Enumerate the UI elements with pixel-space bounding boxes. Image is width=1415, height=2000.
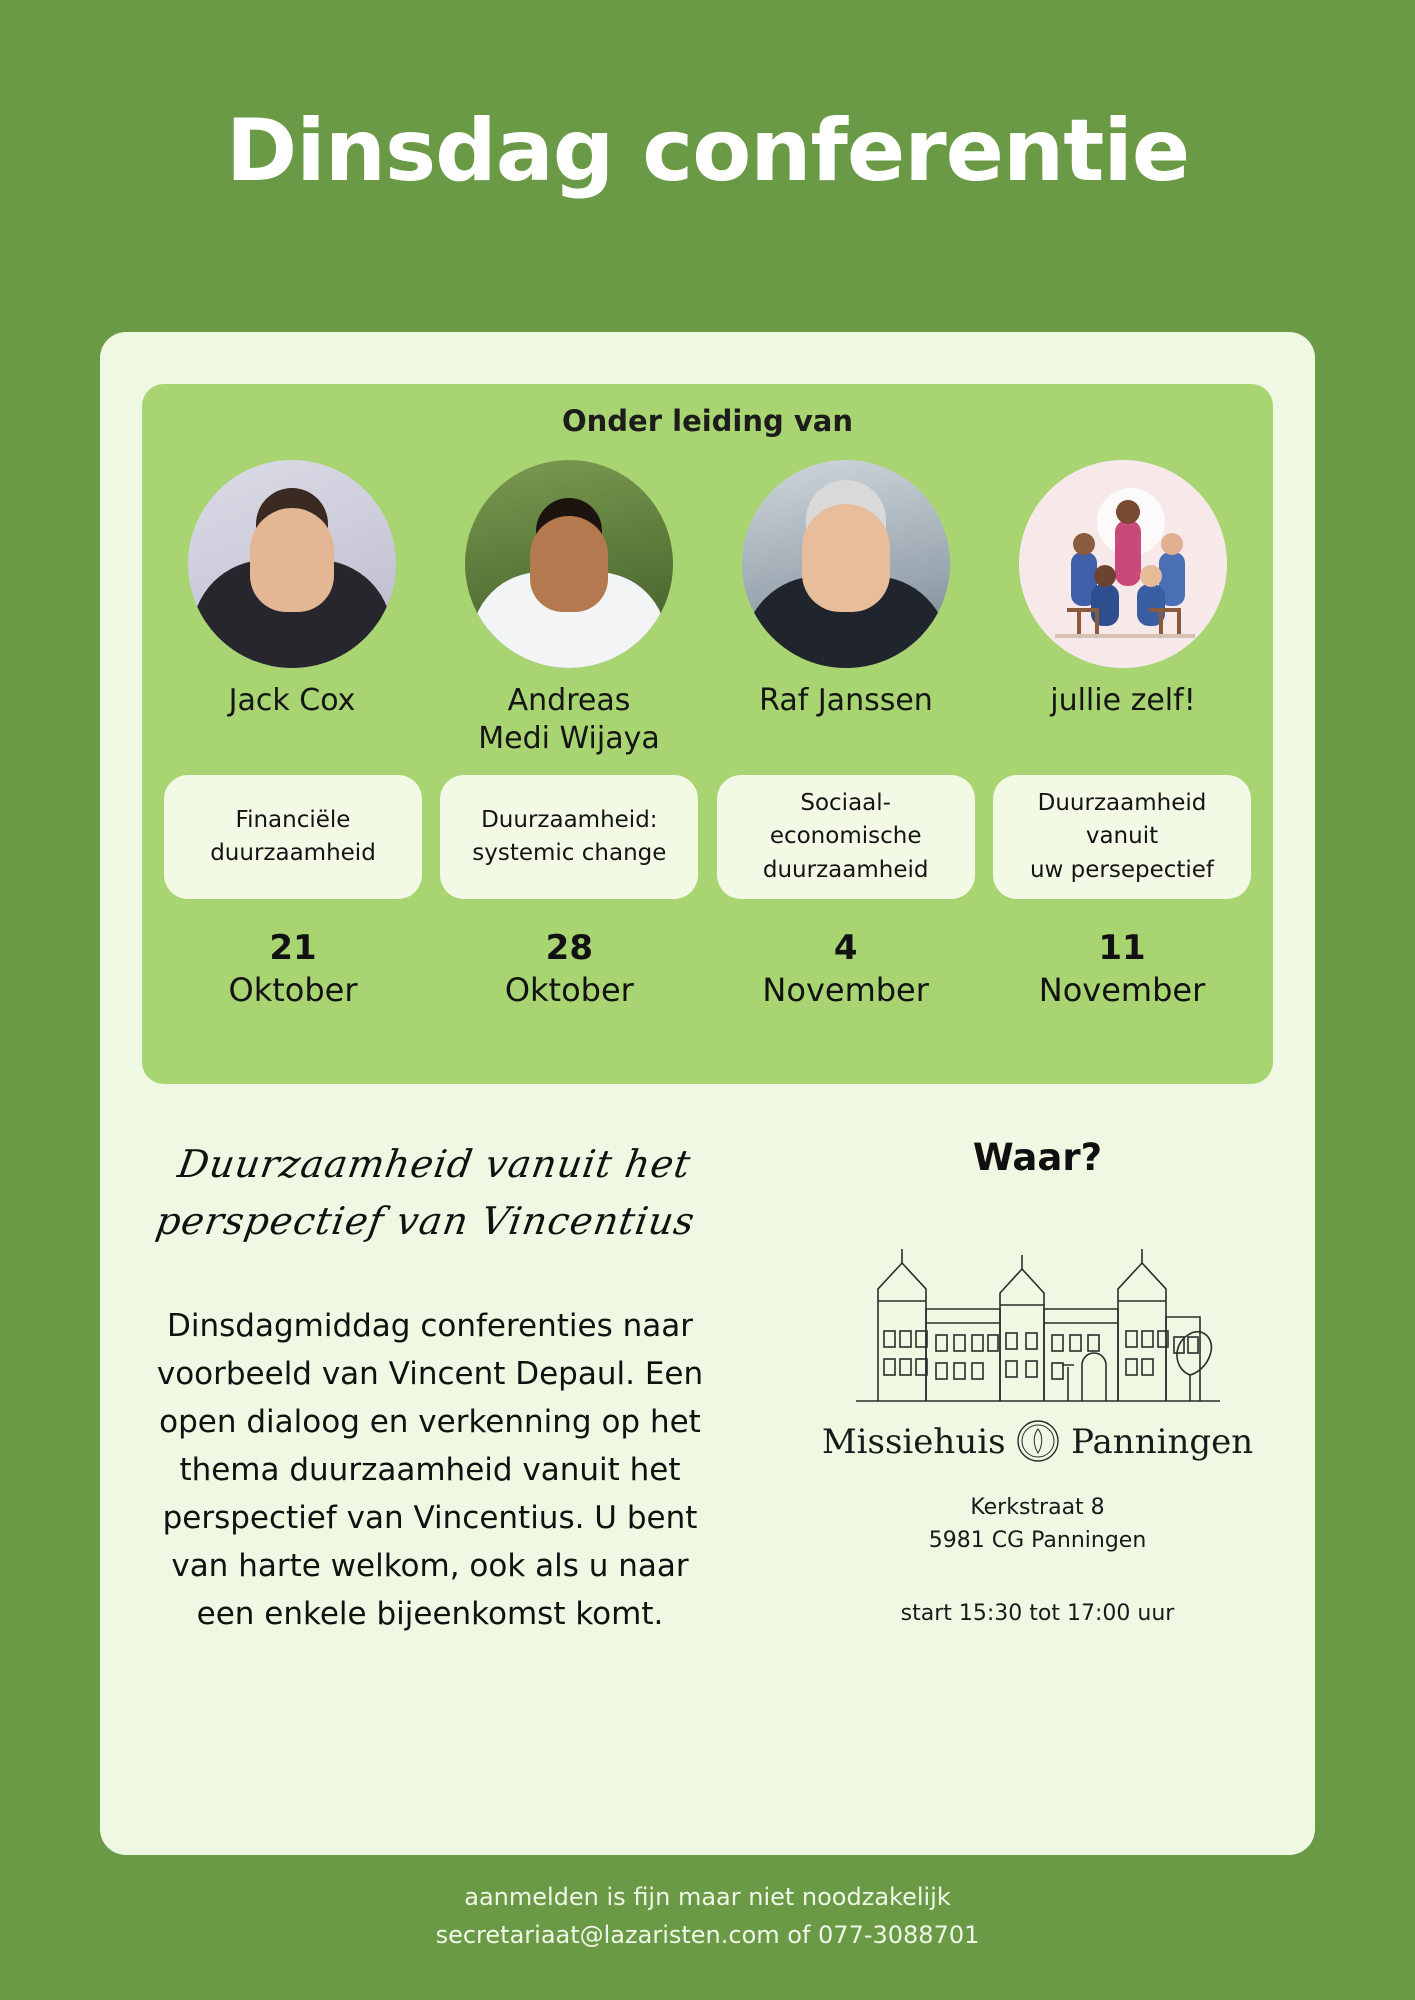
speakers-panel [142, 384, 1273, 1084]
speaker-name: Raf Janssen [759, 683, 933, 718]
venue-name [760, 1419, 1315, 1463]
portrait-man-glasses-icon [742, 460, 950, 668]
date-day: 11 [1098, 928, 1146, 968]
building-illustration-icon [760, 1205, 1315, 1425]
topic-line1: Sociaal-economische [769, 789, 922, 850]
illustration-group-discussion-icon [1019, 460, 1227, 668]
topic-line1: Financiële [235, 806, 351, 833]
speaker-item [722, 460, 970, 757]
dates-list [142, 899, 1273, 1010]
venue-address [760, 1491, 1315, 1557]
venue-name-left: Missiehuis [821, 1422, 1006, 1462]
speaker-name [445, 682, 693, 757]
footer-contact[interactable]: secretariaat@lazaristen.com of 077-3088701 [435, 1921, 980, 1950]
date-item [440, 927, 698, 1010]
footer-line-1: aanmelden is fijn maar niet noodzakelijk [464, 1883, 951, 1911]
date-day: 4 [833, 928, 858, 968]
topic-line2: duurzaamheid [210, 840, 376, 866]
event-time: start 15:30 tot 17:00 uur [900, 1601, 1175, 1626]
page-title: Dinsdag conferentie [225, 101, 1190, 201]
main-card [100, 332, 1315, 1855]
footer [0, 1878, 1415, 1955]
date-month: November [1038, 970, 1206, 1009]
script-heading-line1: Duurzaamheid vanuit het [174, 1142, 695, 1186]
topic-line2: uw persepectief [1029, 856, 1215, 883]
date-month: November [762, 970, 929, 1009]
topic-line1: Duurzaamheid: [481, 806, 658, 833]
topics-list [142, 757, 1273, 899]
date-item [717, 927, 975, 1010]
script-heading-line2: perspectief van Vincentius [152, 1199, 699, 1243]
intro-body: Dinsdagmiddag conferenties naar voorbeeld van Vincent Depaul. Een open dialoog en verkenning op het thema duurzaamheid vanuit het perspectief van Vincentius. U bent van harte welkom, ook als u naar een enkele bijeenkomst komt. [156, 1308, 704, 1633]
details-section [100, 1102, 1315, 1792]
date-day: 21 [269, 928, 317, 968]
intro-column [100, 1102, 760, 1792]
topic-line2: duurzaamheid [762, 856, 929, 883]
topic-line1: Duurzaamheid vanuit [1037, 789, 1207, 850]
topic-chip [717, 775, 975, 899]
date-item [164, 927, 422, 1010]
portrait-man-dark-suit-icon [188, 460, 396, 668]
speaker-name-line2: Medi Wijaya [478, 720, 660, 756]
date-month: Oktober [228, 970, 358, 1009]
address-line-1: Kerkstraat 8 [970, 1495, 1105, 1520]
speaker-item [168, 460, 416, 757]
date-month: Oktober [504, 970, 634, 1009]
panel-heading: Onder leiding van [562, 404, 853, 438]
speaker-name: jullie zelf! [1050, 683, 1196, 718]
topic-chip [440, 775, 698, 899]
topic-line2: systemic change [472, 840, 667, 866]
speaker-item [999, 460, 1247, 757]
venue-name-right: Panningen [1071, 1422, 1254, 1462]
date-item [993, 927, 1251, 1010]
location-heading: Waar? [972, 1136, 1103, 1179]
speaker-name-line1: Andreas [507, 683, 631, 718]
address-line-2: 5981 CG Panningen [928, 1528, 1147, 1553]
location-column [760, 1102, 1315, 1792]
portrait-man-white-shirt-icon [465, 460, 673, 668]
speakers-list [142, 438, 1273, 757]
date-day: 28 [545, 928, 593, 968]
topic-chip [164, 775, 422, 899]
speaker-item [445, 460, 693, 757]
speaker-name: Jack Cox [228, 683, 356, 718]
topic-chip [993, 775, 1251, 899]
venue-seal-icon [1016, 1422, 1071, 1462]
script-heading [131, 1136, 729, 1250]
